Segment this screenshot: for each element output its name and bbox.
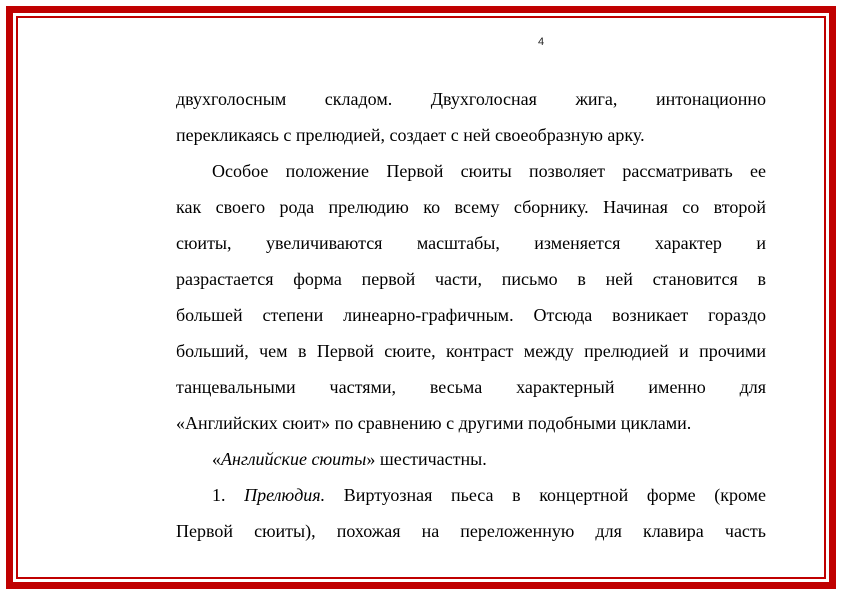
text-line: танцевальными частями, весьма характерный именно для bbox=[176, 377, 766, 397]
italic-title: Английские сюиты bbox=[221, 449, 367, 469]
page-number: 4 bbox=[538, 36, 545, 48]
text-line: как своего рода прелюдию ко всему сборнику. Начиная со второй bbox=[176, 197, 766, 217]
text-line: Особое положение Первой сюиты позволяет рассматривать ее bbox=[212, 161, 766, 181]
italic-term: Прелюдия. bbox=[244, 485, 326, 505]
text-line: большей степени линеарно-графичным. Отсюда возникает гораздо bbox=[176, 305, 766, 325]
text-rest: » шестичастны. bbox=[366, 449, 487, 469]
text-line: Первой сюиты), похожая на переложенную для клавира часть bbox=[176, 521, 766, 541]
text-line bbox=[176, 446, 766, 482]
text-line: больший, чем в Первой сюите, контраст между прелюдией и прочими bbox=[176, 341, 766, 361]
document-body bbox=[176, 86, 766, 554]
list-number: 1. bbox=[212, 485, 245, 505]
text-line: двухголосным складом. Двухголосная жига, интонационно bbox=[176, 89, 766, 109]
text-line: перекликаясь с прелюдией, создает с ней своеобразную арку. bbox=[176, 125, 645, 145]
text-line: сюиты, увеличиваются масштабы, изменяется характер и bbox=[176, 233, 766, 253]
open-quote: « bbox=[212, 449, 221, 469]
text-rest: Виртуозная пьеса в концертной форме (кроме bbox=[325, 485, 766, 505]
text-line bbox=[176, 482, 766, 518]
text-line: «Английских сюит» по сравнению с другими подобными циклами. bbox=[176, 413, 692, 433]
text-line: разрастается форма первой части, письмо в ней становится в bbox=[176, 269, 766, 289]
